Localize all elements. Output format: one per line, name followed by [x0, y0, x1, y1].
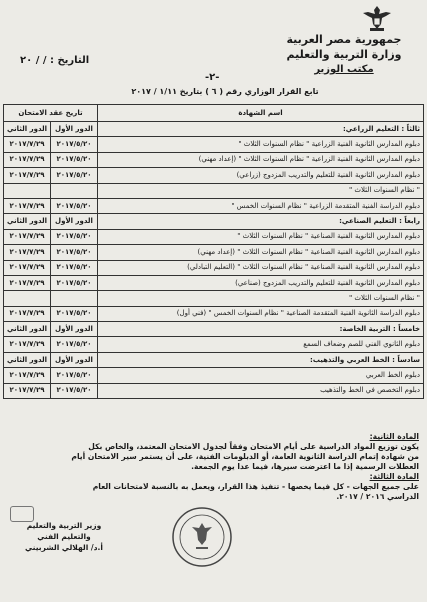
table-row	[4, 137, 424, 152]
article-two-line: يكون توزيع المواد الدراسية على أيام الامتحان وفقاً لجدول الامتحان المعتمد، والخاص بكل	[88, 442, 419, 451]
date-field: التاريخ : / / ٢٠	[20, 55, 90, 66]
second-round-header: الدور الثاني	[4, 122, 51, 137]
table-row	[4, 291, 424, 306]
first-round-date: ٢٠١٧/٥/٢٠	[51, 152, 98, 167]
first-round-date: ٢٠١٧/٥/٢٠	[51, 245, 98, 260]
table-row	[4, 383, 424, 398]
certificate-name: دبلوم المدارس الثانوية الفنية للتعليم والتدريب المزدوج (صناعي)	[98, 275, 424, 290]
second-round-date	[4, 183, 51, 198]
second-round-date: ٢٠١٧/٧/٢٩	[4, 152, 51, 167]
certificate-name: دبلوم المدارس الثانوية الفنية الصناعية " نظام السنوات الثلاث " (إعداد مهني)	[98, 245, 424, 260]
table-row	[4, 306, 424, 321]
table-row	[4, 152, 424, 167]
exam-schedule-table	[3, 104, 424, 399]
article-two-line: العطلات الرسمية إذا ما اعترضت سيرها، فيما عدا يوم الجمعة.	[191, 462, 419, 471]
first-round-date: ٢٠١٧/٥/٢٠	[51, 229, 98, 244]
first-round-date: ٢٠١٧/٥/٢٠	[51, 168, 98, 183]
second-round-date: ٢٠١٧/٧/٢٩	[4, 383, 51, 398]
certificate-name: دبلوم الخط العربي	[98, 368, 424, 383]
second-round-date: ٢٠١٧/٧/٢٩	[4, 337, 51, 352]
decree-subtitle: تابع القرار الوزاري رقم ( ٦ ) بتاريخ ١/١١ / ٢٠١٧	[131, 87, 319, 96]
minister-name: أ.د/ الهلالي الشربيني	[25, 543, 103, 552]
second-round-date: ٢٠١٧/٧/٢٩	[4, 306, 51, 321]
second-round-date: ٢٠١٧/٧/٢٩	[4, 368, 51, 383]
second-round-date: ٢٠١٧/٧/٢٩	[4, 260, 51, 275]
article-two-line: من شهادة إتمام الدراسة الثانوية العامة، أو الدبلومات الفنية، على أن يستمر سير الامتحان أيام	[71, 452, 419, 461]
second-round-date	[4, 291, 51, 306]
page-number: -٢-	[205, 72, 220, 83]
ministry-seal	[170, 505, 234, 569]
table-row	[4, 198, 424, 213]
section-title: ثالثاً : التعليم الزراعي:	[98, 122, 424, 137]
section-title: رابعاً : التعليم الصناعي:	[98, 214, 424, 229]
certificate-name: " نظام السنوات الثلاث "	[98, 183, 424, 198]
second-round-date: ٢٠١٧/٧/٢٩	[4, 168, 51, 183]
section-header-row	[4, 322, 424, 337]
certificate-name: دبلوم المدارس الثانوية الفنية الصناعية " نظام السنوات الثلاث "	[98, 229, 424, 244]
article-three-line: الدراسي ٢٠١٦ / ٢٠١٧.	[336, 492, 419, 501]
first-round-date: ٢٠١٧/٥/٢٠	[51, 368, 98, 383]
second-round-date: ٢٠١٧/٧/٢٩	[4, 229, 51, 244]
second-round-date: ٢٠١٧/٧/٢٩	[4, 245, 51, 260]
second-round-date: ٢٠١٧/٧/٢٩	[4, 275, 51, 290]
office-name: مكتب الوزير	[314, 64, 374, 75]
article-three-line: على جميع الجهات - كل فيما يخصها - تنفيذ هذا القرار، ويعمل به بالنسبة لامتحانات العام	[92, 482, 419, 491]
section-title: خامساً : التربية الخاصة:	[98, 322, 424, 337]
table-row	[4, 368, 424, 383]
first-round-header: الدور الأول	[51, 122, 98, 137]
table-row	[4, 229, 424, 244]
article-two	[7, 432, 419, 502]
second-round-header: الدور الثاني	[4, 214, 51, 229]
first-round-header: الدور الأول	[51, 214, 98, 229]
second-round-header: الدور الثاني	[4, 352, 51, 367]
second-round-date: ٢٠١٧/٧/٢٩	[4, 137, 51, 152]
certificate-name: دبلوم التخصص في الخط والتذهيب	[98, 383, 424, 398]
article-three-title: المادة الثالثة:	[369, 472, 419, 481]
header-ministry-block	[269, 32, 419, 77]
first-round-header: الدور الأول	[51, 352, 98, 367]
certificate-name: دبلوم الدراسة الثانوية الفنية المتقدمة الصناعية " نظام السنوات الخمس " (فني أول)	[98, 306, 424, 321]
certificate-name: دبلوم الدراسة الفنية المتقدمة الزراعية " نظام السنوات الخمس "	[98, 198, 424, 213]
first-round-date: ٢٠١٧/٥/٢٠	[51, 137, 98, 152]
col-header-certificate: اسم الشهادة	[98, 105, 424, 122]
second-round-header: الدور الثاني	[4, 322, 51, 337]
first-round-date	[51, 291, 98, 306]
table-row	[4, 183, 424, 198]
first-round-date	[51, 183, 98, 198]
table-row	[4, 337, 424, 352]
section-title: سادساً : الخط العربي والتذهيب:	[98, 352, 424, 367]
certificate-name: " نظام السنوات الثلاث "	[98, 291, 424, 306]
certificate-name: دبلوم المدارس الثانوية الفنية للتعليم والتدريب المزدوج (زراعي)	[98, 168, 424, 183]
table-row	[4, 275, 424, 290]
first-round-date: ٢٠١٧/٥/٢٠	[51, 275, 98, 290]
table-row	[4, 260, 424, 275]
section-header-row	[4, 214, 424, 229]
minister-signature	[16, 520, 112, 553]
minister-title: وزير التربية والتعليم والتعليم الفني	[26, 521, 102, 541]
certificate-name: دبلوم الثانوي الفني للصم وضعاف السمع	[98, 337, 424, 352]
certificate-name: دبلوم المدارس الثانوية الفنية الزراعية " نظام السنوات الثلاث "	[98, 137, 424, 152]
certificate-name: دبلوم المدارس الثانوية الفنية الزراعية " نظام السنوات الثلاث " (إعداد مهني)	[98, 152, 424, 167]
first-round-date: ٢٠١٧/٥/٢٠	[51, 306, 98, 321]
table-row	[4, 168, 424, 183]
first-round-date: ٢٠١٧/٥/٢٠	[51, 383, 98, 398]
table-body	[4, 122, 424, 399]
egypt-eagle-emblem	[360, 4, 394, 32]
section-header-row	[4, 122, 424, 137]
first-round-date: ٢٠١٧/٥/٢٠	[51, 198, 98, 213]
first-round-date: ٢٠١٧/٥/٢٠	[51, 337, 98, 352]
article-two-title: المادة الثانية:	[369, 432, 419, 441]
certificate-name: دبلوم المدارس الثانوية الفنية الصناعية " نظام السنوات الثلاث " (التعليم التبادلي)	[98, 260, 424, 275]
table-row	[4, 245, 424, 260]
col-header-date: تاريخ عقد الامتحان	[4, 105, 98, 122]
section-header-row	[4, 352, 424, 367]
table-header-row	[4, 105, 424, 122]
first-round-date: ٢٠١٧/٥/٢٠	[51, 260, 98, 275]
ministry-name: وزارة التربية والتعليم	[286, 48, 402, 61]
first-round-header: الدور الأول	[51, 322, 98, 337]
second-round-date: ٢٠١٧/٧/٢٩	[4, 198, 51, 213]
country-name: جمهورية مصر العربية	[286, 33, 402, 46]
